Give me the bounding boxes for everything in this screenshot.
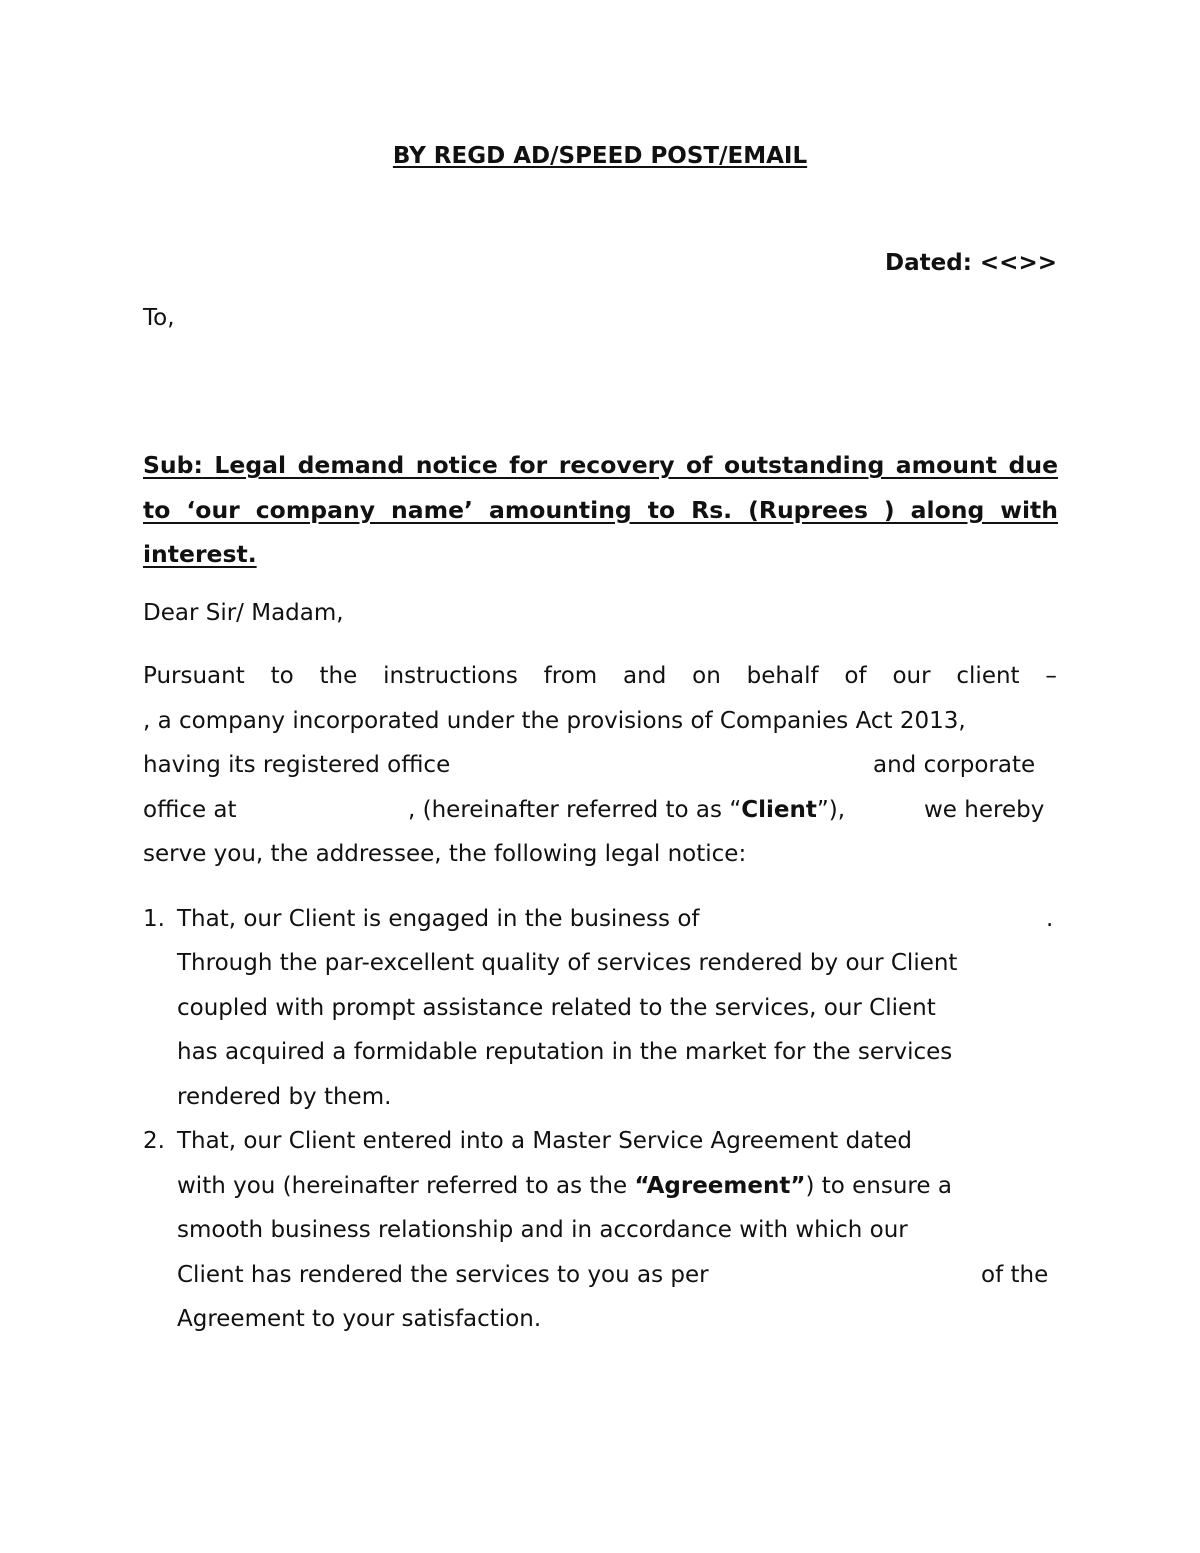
intro-line-1-word: our: [892, 663, 931, 689]
intro-line-1-word: from: [543, 663, 598, 689]
intro-line-1: [143, 663, 1057, 689]
intro-line-1-word: instructions: [383, 663, 518, 689]
intro-line-3-left: having its registered office: [143, 752, 451, 778]
intro-line-1-word: on: [692, 663, 721, 689]
intro-line-4-left: office at: [143, 797, 237, 823]
point-2-line-4-right: of the: [981, 1262, 1049, 1288]
point-1-line-1-right: .: [1046, 906, 1054, 932]
intro-line-1-word: of: [844, 663, 867, 689]
point-2-line-1: That, our Client entered into a Master Service Agreement dated: [177, 1128, 913, 1154]
subject-label: Sub:: [143, 451, 203, 479]
intro-line-1-word: behalf: [746, 663, 819, 689]
intro-line-1-word: Pursuant: [143, 663, 245, 689]
intro-line-4-mid: [408, 797, 845, 823]
point-1-line-4: has acquired a formidable reputation in the market for the services: [177, 1039, 953, 1065]
intro-line-2: , a company incorporated under the provisions of Companies Act 2013,: [143, 708, 966, 734]
salutation: Dear Sir/ Madam,: [143, 600, 344, 626]
point-2-line-2: [177, 1173, 952, 1199]
subject-block: [143, 443, 1058, 577]
intro-line-1-word: to: [270, 663, 294, 689]
point-2-line-3: smooth business relationship and in accordance with which our: [177, 1217, 908, 1243]
client-def-suffix: ”),: [816, 797, 846, 823]
agreement-def-prefix: with you (hereinafter referred to as the: [177, 1173, 635, 1199]
point-1-number: 1.: [143, 906, 165, 932]
agreement-def-suffix: ) to ensure a: [805, 1173, 952, 1199]
delivery-mode-heading: BY REGD AD/SPEED POST/EMAIL: [392, 143, 808, 169]
agreement-def-term: “Agreement”: [634, 1173, 806, 1199]
client-def-prefix: , (hereinafter referred to as “: [408, 797, 742, 823]
intro-line-1-word: –: [1045, 663, 1057, 689]
point-2-number: 2.: [143, 1128, 165, 1154]
point-1-line-2: Through the par-excellent quality of services rendered by our Client: [177, 950, 958, 976]
point-1-line-5: rendered by them.: [177, 1084, 392, 1110]
subject-text: Legal demand notice for recovery of outstanding amount due to ‘our company name’ amounting to Rs. (Ruprees ) along with interest.: [143, 451, 1059, 568]
intro-line-5: serve you, the addressee, the following legal notice:: [143, 841, 747, 867]
point-2-line-5: Agreement to your satisfaction.: [177, 1306, 542, 1332]
point-1-line-1-left: That, our Client is engaged in the business of: [177, 906, 700, 932]
point-2-line-4-left: Client has rendered the services to you as per: [177, 1262, 709, 1288]
point-1-line-3: coupled with prompt assistance related to the services, our Client: [177, 995, 936, 1021]
recipient-to: To,: [143, 305, 175, 331]
intro-line-3-right: and corporate: [873, 752, 1036, 778]
dated-line: Dated: <<>>: [885, 250, 1057, 276]
intro-line-4-right: we hereby: [924, 797, 1045, 823]
intro-line-1-word: the: [319, 663, 358, 689]
client-def-term: Client: [741, 797, 817, 823]
intro-line-1-word: client: [956, 663, 1020, 689]
intro-line-1-word: and: [623, 663, 667, 689]
